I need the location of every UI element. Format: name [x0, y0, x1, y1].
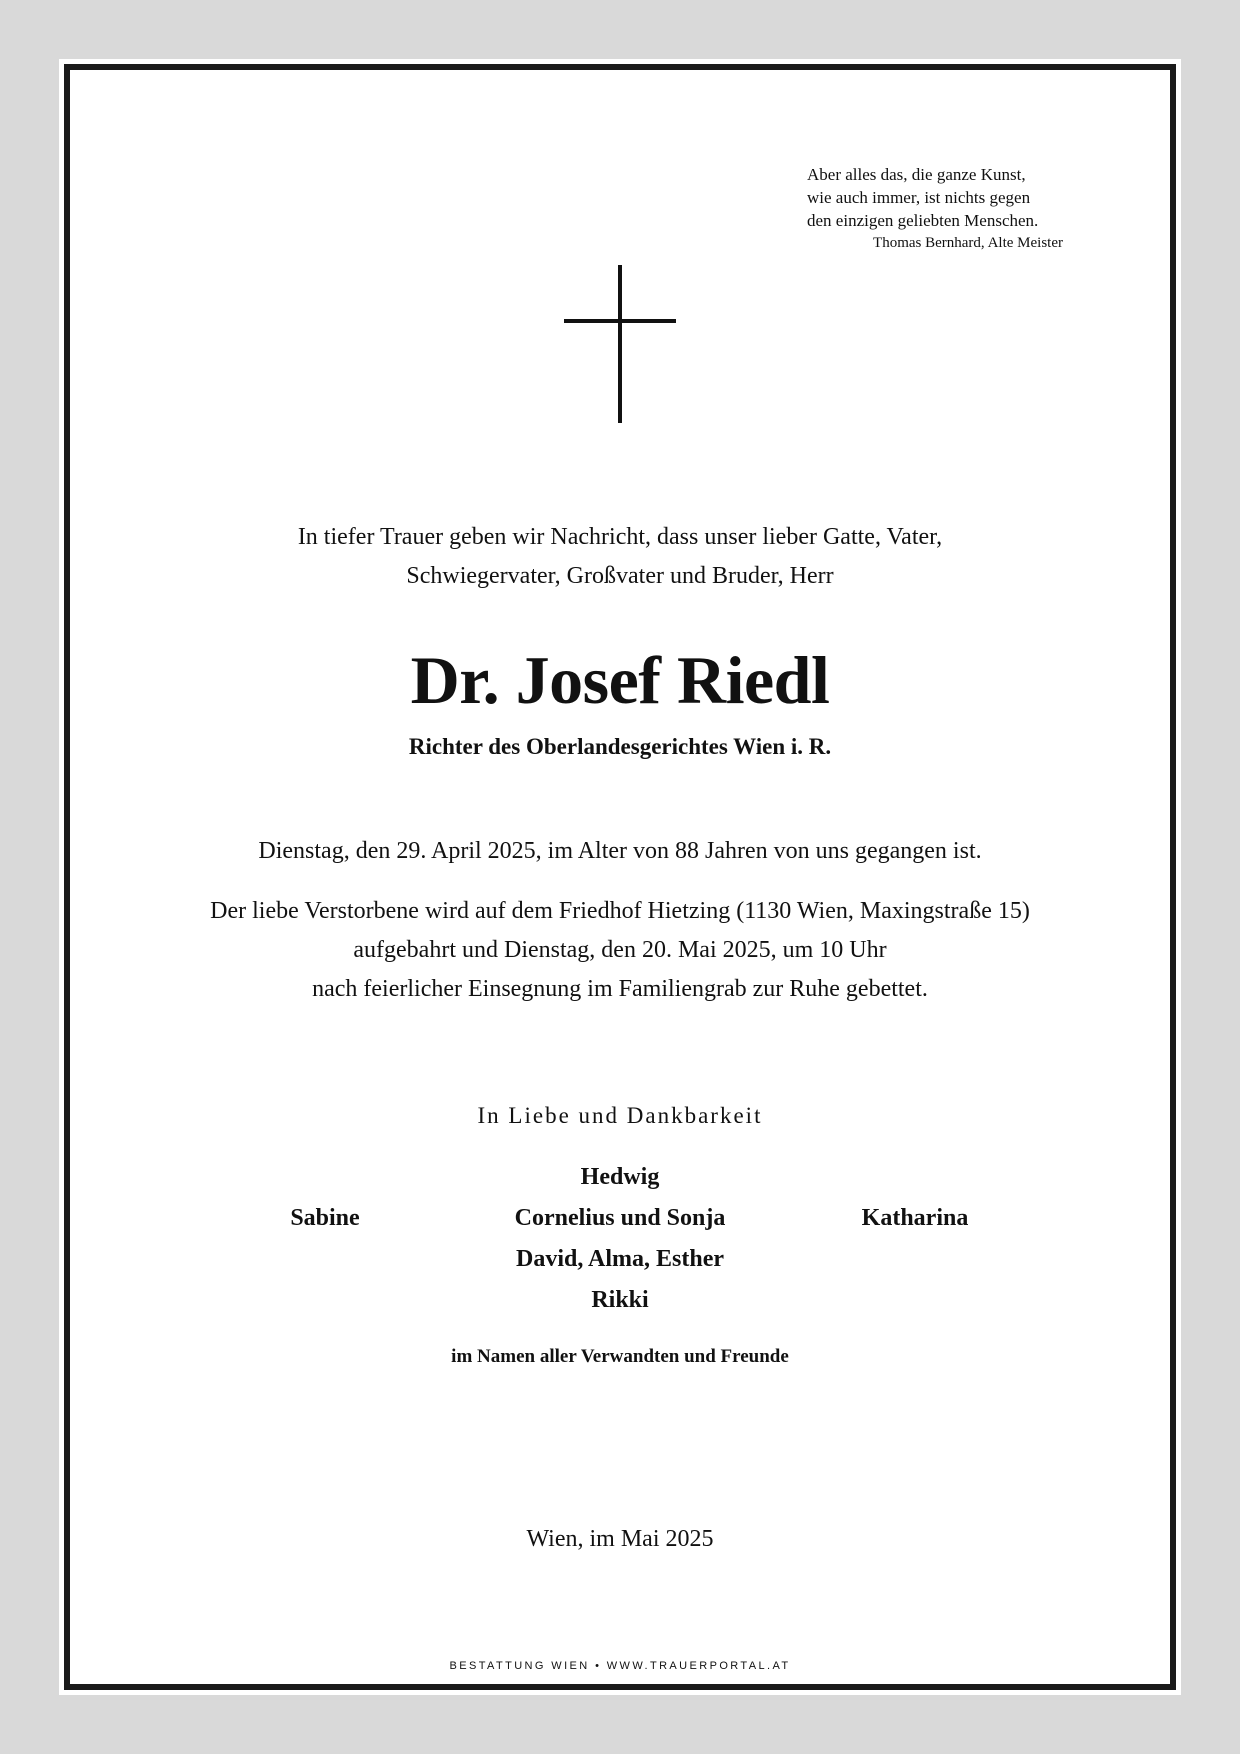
announcement-intro — [0, 518, 1240, 596]
intro-line: In tiefer Trauer geben wir Nachricht, dass unser lieber Gatte, Vater, — [297, 524, 943, 550]
quote-line: den einzigen geliebten Menschen. — [807, 211, 1039, 230]
cross-icon — [564, 265, 676, 423]
burial-line: nach feierlicher Einsegnung im Familiengrab zur Ruhe gebettet. — [312, 976, 928, 1002]
burial-line: aufgebahrt und Dienstag, den 20. Mai 2025, um 10 Uhr — [353, 937, 887, 963]
death-statement: Dienstag, den 29. April 2025, im Alter von 88 Jahren von uns gegangen ist. — [258, 838, 982, 864]
quote-line: wie auch immer, ist nichts gegen — [807, 188, 1031, 207]
burial-details — [0, 892, 1240, 1009]
place-date: Wien, im Mai 2025 — [526, 1526, 714, 1552]
mourners-center-column — [0, 1157, 1240, 1321]
mourner-left: Sabine — [290, 1205, 360, 1231]
quote-attribution: Thomas Bernhard, Alte Meister — [873, 235, 1063, 251]
epigraph-quote — [807, 163, 1067, 254]
intro-line: Schwiegervater, Großvater und Bruder, Herr — [406, 563, 834, 589]
mourner-name: Hedwig — [580, 1164, 660, 1190]
mourner-name: Rikki — [591, 1287, 649, 1313]
footer-publisher: BESTATTUNG WIEN • WWW.TRAUERPORTAL.AT — [449, 1660, 791, 1672]
mourner-name: David, Alma, Esther — [515, 1246, 724, 1272]
mourners-heading: In Liebe und Dankbarkeit — [477, 1103, 763, 1128]
quote-line: Aber alles das, die ganze Kunst, — [807, 165, 1026, 184]
deceased-name: Dr. Josef Riedl — [410, 642, 830, 718]
deceased-title: Richter des Oberlandesgerichtes Wien i. R. — [408, 734, 832, 759]
mourner-name: Cornelius und Sonja — [514, 1205, 726, 1231]
relatives-note: im Namen aller Verwandten und Freunde — [451, 1346, 789, 1367]
burial-line: Der liebe Verstorbene wird auf dem Friedhof Hietzing (1130 Wien, Maxingstraße 15) — [210, 898, 1030, 924]
mourner-right: Katharina — [861, 1205, 969, 1231]
